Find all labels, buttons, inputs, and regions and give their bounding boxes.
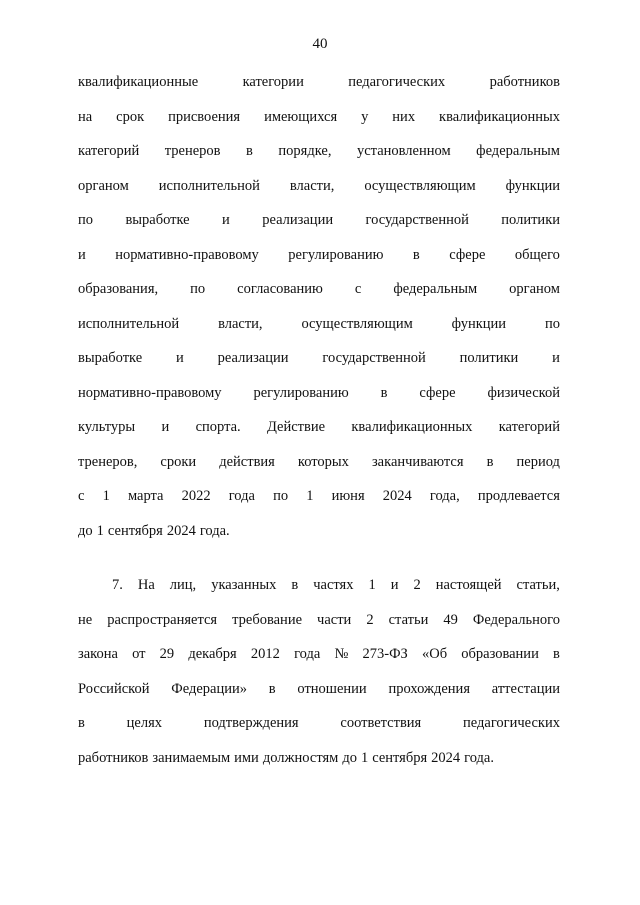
word: и xyxy=(176,350,184,366)
word: по xyxy=(78,212,94,228)
text-line xyxy=(78,245,560,280)
text-line xyxy=(78,314,560,349)
word: 1 xyxy=(102,488,110,504)
text-line xyxy=(78,644,560,679)
word: педагогических xyxy=(463,715,560,731)
word: в xyxy=(78,715,85,731)
word: лиц, xyxy=(169,577,197,593)
text-line xyxy=(78,713,560,748)
word: в xyxy=(291,577,299,593)
word: На xyxy=(137,577,155,593)
word: с xyxy=(354,281,362,297)
word: и xyxy=(552,350,560,366)
word: органом xyxy=(509,281,560,297)
word: категории xyxy=(242,74,304,90)
word: органом xyxy=(78,177,129,194)
word: исполнительной xyxy=(78,315,180,332)
word: в xyxy=(553,646,560,662)
word: регулированию xyxy=(253,384,349,401)
word: 2022 xyxy=(181,488,211,504)
word: 2 xyxy=(366,611,374,628)
word: Федерального xyxy=(472,611,560,628)
text-line xyxy=(78,107,560,142)
word: сентября xyxy=(372,749,428,766)
text-line xyxy=(78,575,560,610)
word: нормативно-правовому xyxy=(115,246,259,263)
word: и xyxy=(222,212,230,228)
word: по xyxy=(544,315,560,332)
word: декабря xyxy=(188,646,237,662)
word: Действие xyxy=(266,419,326,435)
word: 2024 xyxy=(166,522,196,539)
word: 2012 xyxy=(250,646,280,662)
text-line xyxy=(78,521,560,556)
word: регулированию xyxy=(288,246,384,263)
text-line xyxy=(78,486,560,521)
word: 273-ФЗ xyxy=(362,646,408,662)
text-line xyxy=(78,72,560,107)
word: осуществляющим xyxy=(301,315,413,332)
word: отношении xyxy=(297,680,367,697)
word: сфере xyxy=(449,246,486,263)
word: сроки xyxy=(160,453,197,470)
word: порядке, xyxy=(278,143,332,159)
word: тренеров xyxy=(164,143,221,159)
word: в xyxy=(268,680,276,697)
word: государственной xyxy=(322,350,426,366)
word: требование xyxy=(232,611,303,628)
word: работников xyxy=(489,74,560,90)
word: указанных xyxy=(211,577,277,593)
word: июня xyxy=(331,488,365,504)
word: статьи xyxy=(388,611,429,628)
word: с xyxy=(78,488,85,504)
word: спорта. xyxy=(195,419,241,435)
word: федеральным xyxy=(476,143,560,159)
word: настоящей xyxy=(435,577,502,593)
word: Российской xyxy=(78,680,150,697)
word: частях xyxy=(313,577,354,593)
word: № xyxy=(334,646,349,662)
word: на xyxy=(78,108,93,125)
word: 2 xyxy=(413,577,421,593)
document-body xyxy=(78,72,560,782)
word: 29 xyxy=(159,646,175,662)
word: квалификационные xyxy=(78,74,199,90)
word: функции xyxy=(451,315,507,332)
paragraph-gap xyxy=(78,555,560,575)
word: политики xyxy=(459,350,519,366)
word: 1 xyxy=(96,522,104,539)
word: года. xyxy=(464,749,494,766)
text-line xyxy=(78,141,560,176)
word: Федерации» xyxy=(171,680,247,697)
page-number: 40 xyxy=(312,36,328,52)
word: сфере xyxy=(419,384,456,401)
word: них xyxy=(392,108,416,125)
word: занимаемым xyxy=(152,749,231,766)
word: нормативно-правовому xyxy=(78,384,222,401)
word: действия xyxy=(219,453,275,470)
word: функции xyxy=(505,177,560,194)
word: от xyxy=(132,646,146,662)
word: период xyxy=(516,453,560,470)
word: части xyxy=(317,611,352,628)
word: в xyxy=(412,246,420,263)
text-line xyxy=(78,679,560,714)
word: осуществляющим xyxy=(364,177,476,194)
paragraph xyxy=(78,575,560,782)
text-line xyxy=(78,279,560,314)
word: распространяется xyxy=(107,611,218,628)
word: у xyxy=(361,108,369,125)
word: 49 xyxy=(443,611,458,628)
word: установленном xyxy=(357,143,451,159)
word: соответствия xyxy=(340,715,422,731)
text-line xyxy=(78,176,560,211)
text-line xyxy=(78,452,560,487)
word: прохождения xyxy=(388,680,470,697)
word: 2024 xyxy=(431,749,461,766)
word: власти, xyxy=(289,177,335,194)
word: не xyxy=(78,611,93,628)
word: до xyxy=(342,749,357,766)
word: категорий xyxy=(498,419,560,435)
word: года xyxy=(228,488,255,504)
text-line xyxy=(78,610,560,645)
word: реализации xyxy=(262,212,334,228)
word: по xyxy=(273,488,289,504)
paragraph xyxy=(78,72,560,555)
word: согласованию xyxy=(237,281,323,297)
word: 1 xyxy=(306,488,314,504)
word: марта xyxy=(127,488,164,504)
text-line xyxy=(78,348,560,383)
word: присвоения xyxy=(168,108,241,125)
word: 7. xyxy=(112,577,123,593)
word: образования, xyxy=(78,281,159,297)
word: статьи, xyxy=(516,577,560,593)
word: выработке xyxy=(125,212,190,228)
text-line xyxy=(78,748,560,783)
word: в xyxy=(486,453,494,470)
word: и xyxy=(78,246,86,263)
word: заканчиваются xyxy=(371,453,464,470)
word: 1 xyxy=(368,577,376,593)
word: срок xyxy=(116,108,145,125)
word: в xyxy=(246,143,253,159)
word: по xyxy=(190,281,206,297)
word: «Об xyxy=(421,646,448,662)
word: квалификационных xyxy=(439,108,560,125)
word: тренеров, xyxy=(78,453,138,470)
word: сентября xyxy=(107,522,163,539)
word: аттестации xyxy=(491,680,560,697)
word: до xyxy=(78,522,93,539)
word: года, xyxy=(429,488,460,504)
word: ими xyxy=(234,749,259,766)
word: реализации xyxy=(217,350,289,366)
word: 2024 xyxy=(382,488,412,504)
word: имеющихся xyxy=(264,108,338,125)
word: которых xyxy=(297,453,349,470)
word: и xyxy=(390,577,399,593)
text-line xyxy=(78,383,560,418)
word: общего xyxy=(514,246,560,263)
word: подтверждения xyxy=(203,715,299,731)
word: 1 xyxy=(360,749,369,766)
word: культуры xyxy=(78,419,136,435)
word: квалификационных xyxy=(351,419,473,435)
word: исполнительной xyxy=(158,177,260,194)
word: власти, xyxy=(218,315,263,332)
word: закона xyxy=(78,646,118,662)
word: продлевается xyxy=(477,488,560,504)
word: целях xyxy=(126,715,163,731)
text-line xyxy=(78,417,560,452)
word: выработке xyxy=(78,350,143,366)
word: категорий xyxy=(78,143,140,159)
word: политики xyxy=(501,212,560,228)
word: государственной xyxy=(365,212,469,228)
word: и xyxy=(161,419,170,435)
word: года. xyxy=(199,522,230,539)
word: образовании xyxy=(461,646,539,662)
word: работников xyxy=(78,749,149,766)
word: педагогических xyxy=(348,74,446,90)
text-line xyxy=(78,210,560,245)
word: федеральным xyxy=(393,281,478,297)
word: года xyxy=(294,646,321,662)
word: физической xyxy=(487,384,560,401)
word: должностям xyxy=(262,749,339,766)
word: в xyxy=(380,384,388,401)
